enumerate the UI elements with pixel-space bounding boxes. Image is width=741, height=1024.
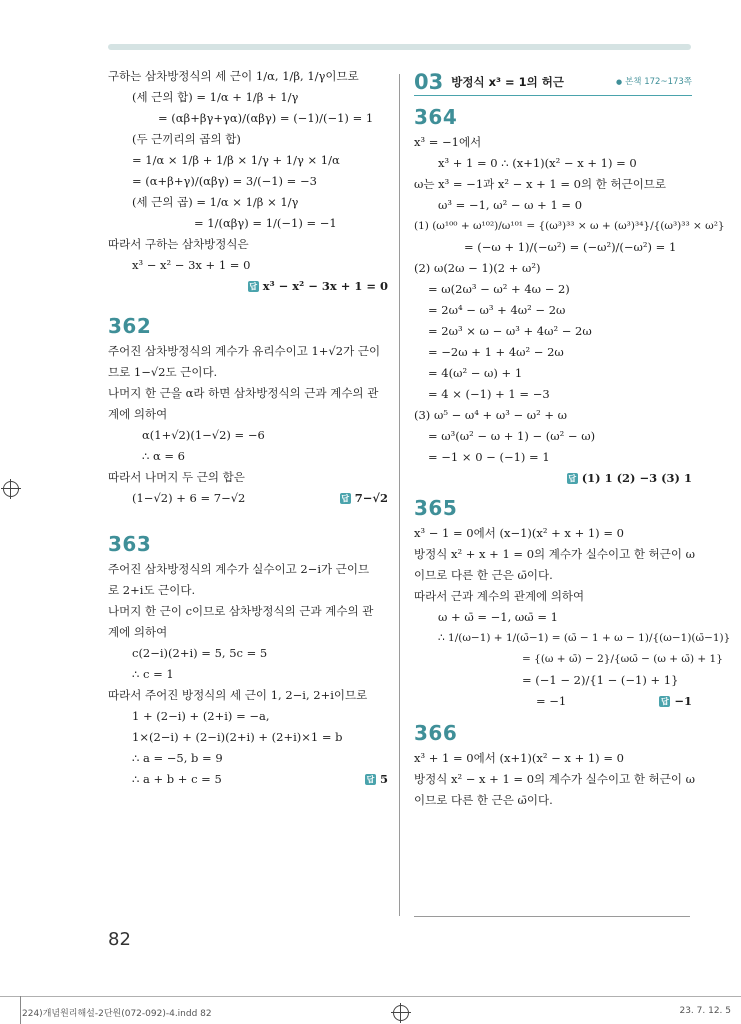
answer-text: −1 xyxy=(674,694,692,708)
solution-line: = (−ω + 1)/(−ω²) = (−ω²)/(−ω²) = 1 xyxy=(464,240,677,254)
solution-line: 계에 의하여 xyxy=(108,625,168,639)
section-page-reference: ● 본책 172~173쪽 xyxy=(616,72,692,93)
answer-361 xyxy=(108,276,388,297)
solution-line: ω³ = −1, ω² − ω + 1 = 0 xyxy=(438,198,583,212)
solution-line: 주어진 삼차방정식의 계수가 실수이고 2−i가 근이므 xyxy=(108,562,370,576)
solution-line: = −1 × 0 − (−1) = 1 xyxy=(428,450,550,464)
column-bottom-rule xyxy=(414,916,690,917)
solution-line: = −1 xyxy=(536,694,567,708)
solution-line: (세 근의 곱) = 1/α × 1/β × 1/γ xyxy=(132,195,299,209)
footer-rule xyxy=(0,996,741,997)
solution-line: = (α+β+γ)/(αβγ) = 3/(−1) = −3 xyxy=(132,174,317,188)
answer-mark-icon: 답 xyxy=(568,474,577,483)
solution-line-with-answer xyxy=(108,488,388,509)
solution-line: 나머지 한 근이 c이므로 삼차방정식의 근과 계수의 관 xyxy=(108,604,374,618)
solution-line: 주어진 삼차방정식의 계수가 유리수이고 1+√2가 근이 xyxy=(108,344,381,358)
solution-line: x³ = −1에서 xyxy=(414,135,482,149)
solution-line-with-answer xyxy=(414,691,692,712)
solution-line: ω + ω̄ = −1, ωω̄ = 1 xyxy=(438,610,558,624)
solution-line: 따라서 구하는 삼차방정식은 xyxy=(108,237,249,251)
solution-line: ∴ 1/(ω−1) + 1/(ω̄−1) = (ω̄ − 1 + ω − 1)/{(ω−1)(ω̄−1)} xyxy=(438,632,731,644)
solution-line: = −2ω + 1 + 4ω² − 2ω xyxy=(428,345,564,359)
solution-line: 따라서 주어진 방정식의 세 근이 1, 2−i, 2+i이므로 xyxy=(108,688,368,702)
solution-line: 1×(2−i) + (2−i)(2+i) + (2+i)×1 = b xyxy=(132,730,343,744)
solution-line-with-answer xyxy=(108,769,388,790)
solution-line: 방정식 x² − x + 1 = 0의 계수가 실수이고 한 허근이 ω xyxy=(414,772,695,786)
solution-line: ∴ c = 1 xyxy=(132,667,174,681)
solution-line: = {(ω + ω̄) − 2}/{ωω̄ − (ω + ω̄) + 1} xyxy=(522,653,723,665)
solution-line: (2) ω(2ω − 1)(2 + ω²) xyxy=(414,261,541,275)
solution-line: = (αβ+βγ+γα)/(αβγ) = (−1)/(−1) = 1 xyxy=(158,111,374,125)
solution-line: = 2ω⁴ − ω³ + 4ω² − 2ω xyxy=(428,303,566,317)
solution-line: (3) ω⁵ − ω⁴ + ω³ − ω² + ω xyxy=(414,408,568,422)
solution-line: 1 + (2−i) + (2+i) = −a, xyxy=(132,709,270,723)
answer-363 xyxy=(365,769,388,790)
right-column xyxy=(414,70,731,811)
solution-line: x³ − 1 = 0에서 (x−1)(x² + x + 1) = 0 xyxy=(414,526,624,540)
answer-text: x³ − x² − 3x + 1 = 0 xyxy=(262,279,388,293)
registration-mark-icon xyxy=(3,481,19,497)
solution-line: = 1/α × 1/β + 1/β × 1/γ + 1/γ × 1/α xyxy=(132,153,340,167)
footer-date: 23. 7. 12. 5 xyxy=(679,1006,731,1016)
solution-line: ∴ α = 6 xyxy=(142,449,186,463)
problem-number-363: 363 xyxy=(108,532,152,556)
solution-line: ω는 x³ = −1과 x² − x + 1 = 0의 한 허근이므로 xyxy=(414,177,667,191)
solution-line: (1−√2) + 6 = 7−√2 xyxy=(132,491,246,505)
solution-line: x³ − x² − 3x + 1 = 0 xyxy=(132,258,251,272)
top-decor-bar xyxy=(108,44,691,50)
solution-line: 방정식 x² + x + 1 = 0의 계수가 실수이고 한 허근이 ω xyxy=(414,547,695,561)
section-header xyxy=(414,72,692,96)
problem-number-364: 364 xyxy=(414,105,458,129)
problem-number-362: 362 xyxy=(108,314,152,338)
crop-mark xyxy=(20,996,21,1024)
section-title: 방정식 x³ = 1의 허근 xyxy=(451,75,564,89)
solution-line: 이므로 다른 한 근은 ω̄이다. xyxy=(414,568,553,582)
solution-line: 따라서 나머지 두 근의 합은 xyxy=(108,470,245,484)
column-divider xyxy=(399,74,400,916)
solution-line: 계에 의하여 xyxy=(108,407,168,421)
solution-line: x³ + 1 = 0에서 (x+1)(x² − x + 1) = 0 xyxy=(414,751,624,765)
solution-line: 므로 1−√2도 근이다. xyxy=(108,365,218,379)
solution-line: 나머지 한 근을 α라 하면 삼차방정식의 근과 계수의 관 xyxy=(108,386,379,400)
solution-line: 이므로 다른 한 근은 ω̄이다. xyxy=(414,793,553,807)
answer-362 xyxy=(340,488,388,509)
answer-text: (1) 1 (2) −3 (3) 1 xyxy=(581,471,692,485)
solution-line: 따라서 근과 계수의 관계에 의하여 xyxy=(414,589,585,603)
solution-line: = 2ω³ × ω − ω³ + 4ω² − 2ω xyxy=(428,324,592,338)
solution-line: c(2−i)(2+i) = 5, 5c = 5 xyxy=(132,646,268,660)
solution-line: ∴ a + b + c = 5 xyxy=(132,772,222,786)
solution-line: = 4(ω² − ω) + 1 xyxy=(428,366,523,380)
answer-mark-icon: 답 xyxy=(660,697,669,706)
registration-mark-icon xyxy=(393,1005,409,1021)
problem-number-365: 365 xyxy=(414,496,458,520)
solution-line: ∴ a = −5, b = 9 xyxy=(132,751,223,765)
left-column xyxy=(108,66,388,790)
solution-line: x³ + 1 = 0 ∴ (x+1)(x² − x + 1) = 0 xyxy=(438,156,637,170)
answer-mark-icon: 답 xyxy=(249,282,258,291)
solution-line: 로 2+i도 근이다. xyxy=(108,583,196,597)
solution-line: (세 근의 합) = 1/α + 1/β + 1/γ xyxy=(132,90,299,104)
solution-line: 구하는 삼차방정식의 세 근이 1/α, 1/β, 1/γ이므로 xyxy=(108,69,359,83)
section-number: 03 xyxy=(414,70,444,94)
answer-365 xyxy=(659,691,692,712)
solution-line: = 4 × (−1) + 1 = −3 xyxy=(428,387,550,401)
answer-text: 7−√2 xyxy=(354,491,388,505)
solution-line: (1) (ω¹⁰⁰ + ω¹⁰²)/ω¹⁰¹ = {(ω³)³³ × ω + (ω³)³⁴}/{(ω³)³³ × ω²} xyxy=(414,220,725,232)
solution-line: = ω(2ω³ − ω² + 4ω − 2) xyxy=(428,282,570,296)
footer-file-name: 224)개념원리해설-2단원(072-092)-4.indd 82 xyxy=(22,1009,212,1019)
solution-line: = 1/(αβγ) = 1/(−1) = −1 xyxy=(194,216,337,230)
answer-text: 5 xyxy=(379,772,388,786)
page-number: 82 xyxy=(108,929,131,950)
solution-line: = (−1 − 2)/{1 − (−1) + 1} xyxy=(522,673,679,687)
answer-mark-icon: 답 xyxy=(366,775,375,784)
solution-line: (두 근끼리의 곱의 합) xyxy=(132,132,241,146)
solution-line: α(1+√2)(1−√2) = −6 xyxy=(142,428,265,442)
problem-number-366: 366 xyxy=(414,721,458,745)
answer-mark-icon: 답 xyxy=(341,494,350,503)
answer-364 xyxy=(414,468,692,489)
solution-line: = ω³(ω² − ω + 1) − (ω² − ω) xyxy=(428,429,596,443)
